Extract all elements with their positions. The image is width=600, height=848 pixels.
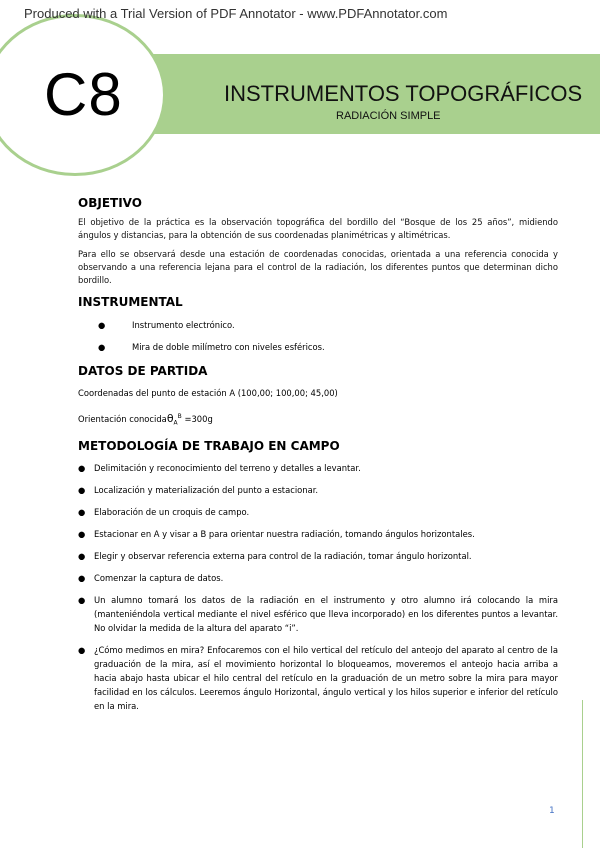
list-item-text: Localización y materialización del punto a estacionar. — [94, 485, 319, 496]
list-item — [78, 461, 558, 475]
list-item-text: Comenzar la captura de datos. — [94, 573, 224, 584]
list-item-text: Un alumno tomará los datos de la radiación en el instrumento y otro alumno irá colocando la mira (manteniéndola vertical mediante el nivel esférico que lleva incorporado) en los diferentes puntos a levantar. No olvidar la medida de la altura del aparato “i”. — [94, 595, 558, 634]
bullet-icon: ● — [78, 551, 86, 562]
bullet-icon: ● — [78, 463, 86, 474]
list-item — [78, 643, 558, 713]
bullet-icon: ● — [78, 595, 86, 606]
list-item-text: Instrumento electrónico. — [132, 320, 235, 330]
list-item — [78, 505, 558, 519]
margin-rule — [582, 700, 583, 848]
bullet-icon: ● — [98, 320, 106, 330]
list-item — [78, 319, 558, 332]
trial-watermark: Produced with a Trial Version of PDF Annotator - www.PDFAnnotator.com — [24, 6, 448, 21]
section-heading-datos: DATOS DE PARTIDA — [78, 364, 208, 378]
bullet-icon: ● — [78, 485, 86, 496]
list-item — [78, 549, 558, 563]
list-item — [78, 571, 558, 585]
orientation-subscript: A — [173, 419, 178, 427]
chapter-code: C8 — [44, 61, 123, 128]
section-heading-instrumental: INSTRUMENTAL — [78, 295, 183, 309]
metodologia-list — [78, 461, 558, 713]
known-orientation — [78, 410, 558, 429]
section-heading-metodologia: METODOLOGÍA DE TRABAJO EN CAMPO — [78, 439, 340, 454]
list-item — [78, 341, 558, 354]
page-title: INSTRUMENTOS TOPOGRÁFICOS — [224, 81, 583, 106]
orientation-value: =300g — [181, 413, 213, 424]
theta-symbol: θ — [166, 411, 174, 425]
list-item — [78, 483, 558, 497]
list-item — [78, 593, 558, 635]
list-item-text: Mira de doble milímetro con niveles esféricos. — [132, 342, 325, 352]
list-item-text: Estacionar en A y visar a B para orientar nuestra radiación, tomando ángulos horizontales. — [94, 529, 475, 540]
bullet-icon: ● — [78, 645, 86, 656]
page-subtitle: RADIACIÓN SIMPLE — [336, 110, 441, 122]
page-number: 1 — [549, 806, 555, 816]
objetivo-paragraph-1: El objetivo de la práctica es la observación topográfica del bordillo del “Bosque de los 25 años”, midiendo ángulos y distancias, para la obtención de sus coordenadas planimétricas y altimétricas. — [78, 217, 558, 240]
list-item-text: Elegir y observar referencia externa para control de la radiación, tomar ángulo horizontal. — [94, 551, 472, 562]
list-item-text: ¿Cómo medimos en mira? Enfocaremos con el hilo vertical del retículo del anteojo del aparato al centro de la graduación de la mira, así el movimiento horizontal lo bloqueamos, moveremos el anteojo hacia arriba a hacia abajo hasta ubicar el hilo central del retículo en la graduación de un metro sobre la mira para mayor facilidad en los cálculos. Leeremos ángulo Horizontal, ángulo vertical y los hilos superior e inferior del retículo en la mira. — [94, 645, 558, 712]
instrumental-list — [78, 319, 558, 354]
list-item — [78, 527, 558, 541]
objetivo-paragraph-2: Para ello se observará desde una estación de coordenadas conocidas, orientada a una referencia conocida y observando a una referencia lejana para el control de la radiación, los diferentes puntos que determinan dicho bordillo. — [78, 249, 558, 285]
orientation-superscript: B — [177, 413, 182, 420]
list-item-text: Elaboración de un croquis de campo. — [94, 507, 250, 518]
bullet-icon: ● — [78, 507, 86, 518]
bullet-icon: ● — [78, 573, 86, 584]
section-heading-objetivo: OBJETIVO — [78, 196, 142, 210]
orientation-label: Orientación conocida — [78, 413, 167, 424]
bullet-icon: ● — [78, 529, 86, 540]
document-body — [78, 196, 558, 721]
bullet-icon: ● — [98, 342, 106, 352]
list-item-text: Delimitación y reconocimiento del terreno y detalles a levantar. — [94, 463, 361, 474]
station-coordinates: Coordenadas del punto de estación A (100,00; 100,00; 45,00) — [78, 388, 338, 398]
